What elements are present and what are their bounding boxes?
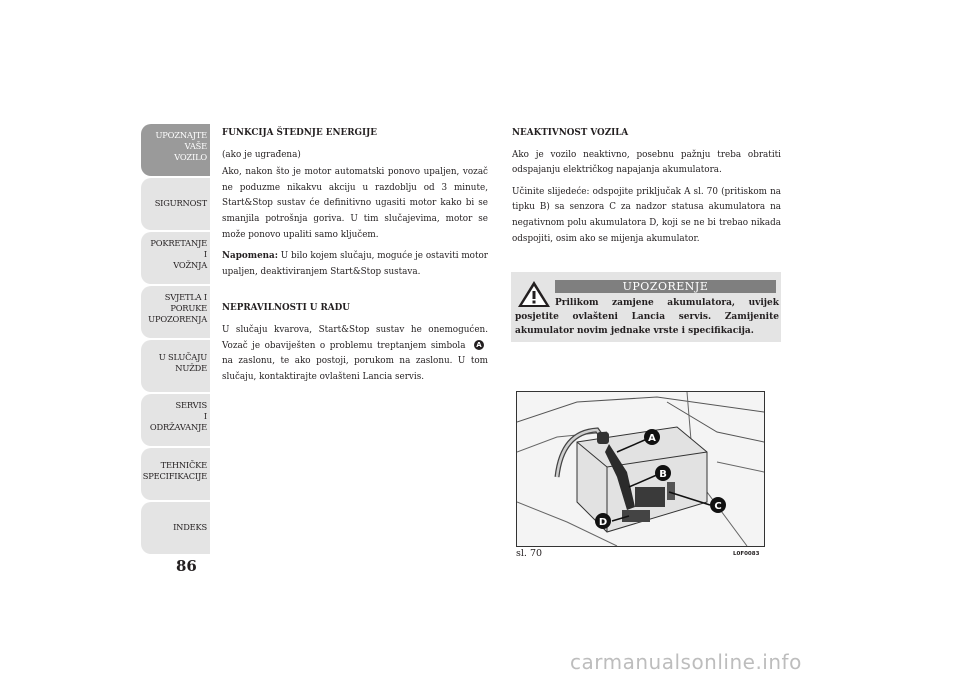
heading-energy-saving: FUNKCIJA ŠTEDNJE ENERGIJE	[222, 128, 377, 138]
paragraph-note	[222, 249, 488, 280]
callout-d: D	[598, 517, 608, 528]
tab-pokretanje-i-voznja[interactable]: POKRETANJE I VOŽNJA	[141, 232, 210, 284]
note-text: U bilo kojem slučaju, moguće je ostaviti motor upaljen, deaktiviranjem Start&Stop sustava.	[222, 251, 489, 277]
paragraph-energy-saving: Ako, nakon što je motor automatski ponovo upaljen, vozač ne poduzme nikakvu akciju u razdoblju od 3 minute, Start&Stop sustav će definitivno ugasiti motor kako bi se smanjila potrošnja goriva. U tim slučajevima, motor se može ponovo upaliti samo ključem.	[222, 167, 488, 240]
note-label: Napomena:	[222, 251, 279, 262]
callout-c: C	[714, 501, 722, 512]
paragraph-if-fitted: (ako je ugrađena)	[222, 149, 301, 160]
tab-tehnicke-specifikacije[interactable]: TEHNIČKE SPECIFIKACIJE	[141, 448, 210, 500]
malfunction-text-1: U slučaju kvarova, Start&Stop sustav he onemogućen. Vozač je obaviješten o problemu treptanjem simbola	[222, 324, 488, 351]
paragraph-inactivity: Ako je vozilo neaktivno, posebnu pažnju treba obratiti odspajanju električkog napajanja akumulatora.	[512, 149, 781, 176]
tab-indeks[interactable]: INDEKS	[141, 502, 210, 554]
heading-malfunctions: NEPRAVILNOSTI U RADU	[222, 303, 350, 314]
warning-box	[511, 272, 781, 342]
warning-title: UPOZORENJE	[555, 280, 776, 293]
chapter-sidebar	[141, 124, 210, 554]
battery-figure	[516, 391, 765, 547]
tab-u-slucaju-nuzde[interactable]: U SLUČAJU NUŽDE	[141, 340, 210, 392]
paragraph-disconnect: Učinite slijedeće: odspojite priključak A sl. 70 (pritiskom na tipku B) sa senzora C za nadzor statusa akumulatora na negativnom polu akumulatora D, koji se ne bi trebao nikada odspojiti, osim ako se mijenja akumulator.	[512, 186, 781, 244]
malfunction-text-2: na zaslonu, te ako postoji, porukom na zaslonu. U tom slučaju, kontaktirajte ovlašteni Lancia servis.	[222, 356, 488, 382]
tab-sigurnost[interactable]: SIGURNOST	[141, 178, 210, 230]
tab-servis-i-odrzavanje[interactable]: SERVIS I ODRŽAVANJE	[141, 394, 210, 446]
page-number: 86	[176, 557, 197, 575]
watermark: carmanualsonline.info	[570, 650, 802, 674]
warning-text: Prilikom zamjene akumulatora, uvijek posjetite ovlašteni Lancia servis. Zamijenite akumulator novim jednake vrste i specifikacija.	[515, 298, 779, 336]
callout-b: B	[659, 469, 667, 480]
paragraph-malfunctions	[222, 323, 488, 385]
battery-illustration	[517, 392, 764, 546]
figure-caption: sl. 70	[516, 548, 543, 559]
figure-code: L0F0083	[733, 551, 760, 557]
start-stop-fault-icon: A	[474, 340, 484, 350]
callout-a: A	[648, 433, 656, 444]
tab-svjetla-i-poruke[interactable]: SVJETLA I PORUKE UPOZORENJA	[141, 286, 210, 338]
heading-vehicle-inactivity: NEAKTIVNOST VOZILA	[512, 128, 629, 138]
right-column	[512, 126, 781, 253]
tab-upoznajte-vase-vozilo[interactable]: UPOZNAJTE VAŠE VOZILO	[141, 124, 210, 176]
left-column	[222, 126, 488, 391]
